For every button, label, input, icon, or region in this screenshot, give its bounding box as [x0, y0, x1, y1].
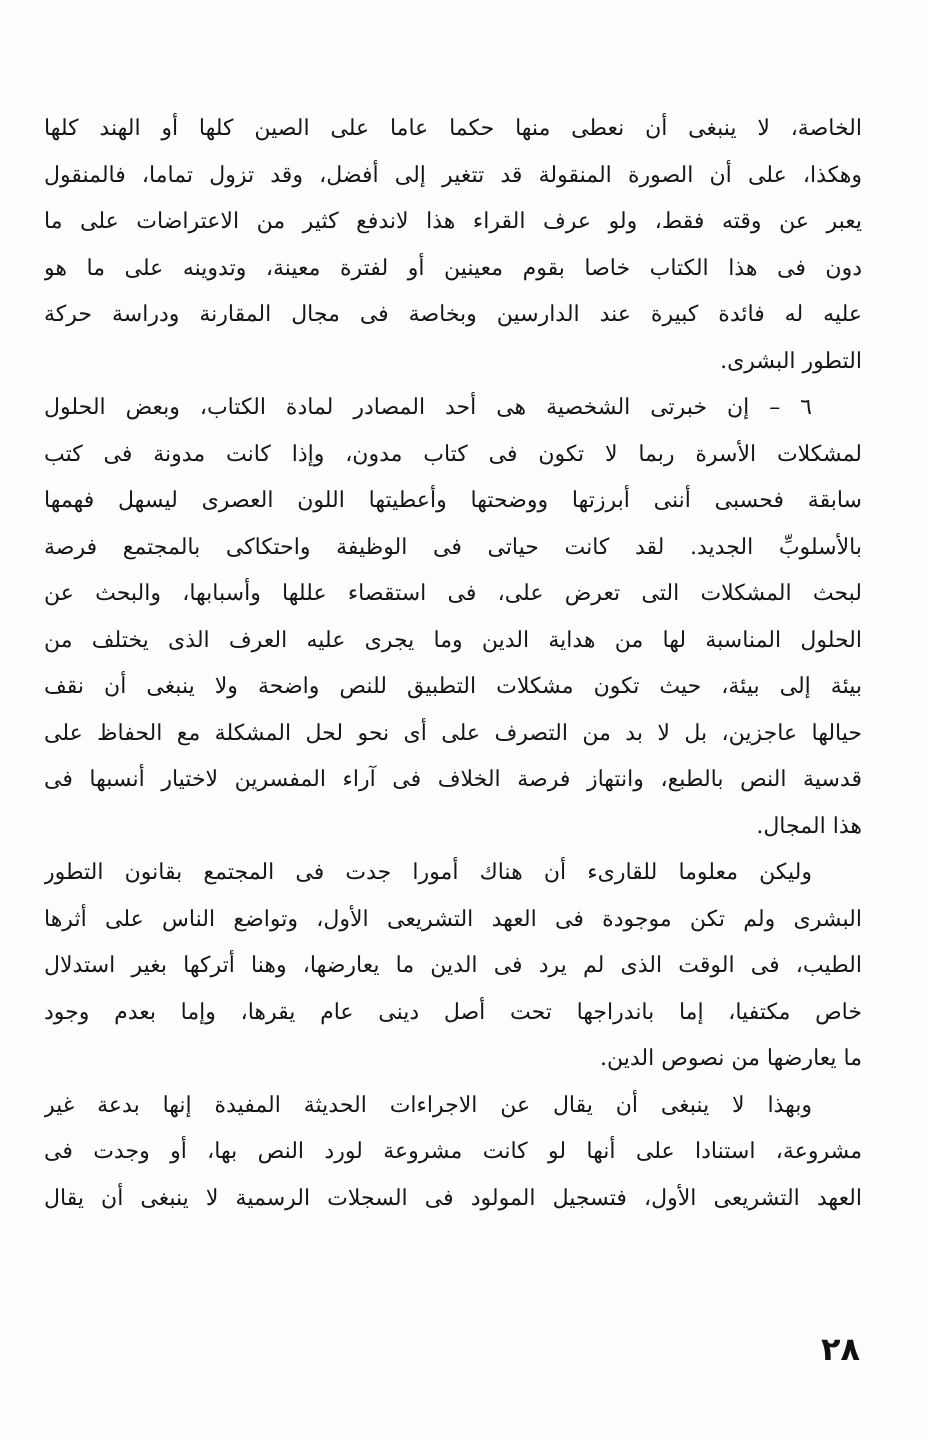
text-line: دون فى هذا الكتاب خاصا بقوم معينين أو لفترة معينة، وتدوينه على ما هو [44, 255, 862, 281]
text-line: لمشكلات الأسرة ربما لا تكون فى كتاب مدون، وإذا كانت مدونة فى كتب [44, 441, 862, 467]
text-line: عليه له فائدة كبيرة عند الدارسين وبخاصة فى مجال المقارنة ودراسة حركة [44, 302, 862, 327]
text-line: الطيب، فى الوقت الذى لم يرد فى الدين ما يعارضها، وهنا أتركها بغير استدلال [44, 953, 862, 978]
text-line: الحلول المناسبة لها من هداية الدين وما يجرى عليه العرف الذى يختلف من [44, 627, 862, 653]
text-line: سابقة فحسبى أننى أبرزتها ووضحتها وأعطيتها اللون العصرى ليسهل فهمها [44, 488, 862, 513]
text-line: مشروعة، استنادا على أنها لو كانت مشروعة لورد النص بها، أو وجدت فى [44, 1139, 862, 1164]
paragraph-continuation [44, 106, 862, 385]
text-line: التطور البشرى. [720, 348, 862, 374]
paragraph-human-development [44, 850, 862, 1083]
text-line: ٦ – إن خبرتى الشخصية هى أحد المصادر لمادة الكتاب، وبعض الحلول [44, 395, 812, 420]
text-line: خاص مكتفيا، إما باندراجها تحت أصل دينى عام يقرها، وإما بعدم وجود [44, 999, 862, 1025]
text-line: وهكذا، على أن الصورة المنقولة قد تتغير إلى أفضل، وقد تزول تماما، فالمنقول [44, 162, 862, 188]
text-line: يعبر عن وقته فقط، ولو عرف القراء هذا لاندفع كثير من الاعتراضات على ما [44, 209, 862, 234]
text-line: لبحث المشكلات التى تعرض على، فى استقصاء عللها وأسبابها، والبحث عن [44, 581, 862, 606]
text-line: الخاصة، لا ينبغى أن نعطى منها حكما عاما على الصين كلها أو الهند كلها [44, 116, 862, 141]
text-line: ما يعارضها من نصوص الدين. [600, 1046, 862, 1071]
text-line: بيئة إلى بيئة، حيث تكون مشكلات التطبيق للنص واضحة ولا ينبغى أن نقف [44, 674, 862, 699]
text-line: قدسية النص بالطبع، وانتهاز فرصة الخلاف فى آراء المفسرين لاختيار أنسبها فى [44, 767, 862, 792]
page-number: ٢٨ [820, 1330, 860, 1368]
text-line: هذا المجال. [756, 813, 862, 839]
text-line: وبهذا لا ينبغى أن يقال عن الاجراءات الحديثة المفيدة إنها بدعة غير [44, 1092, 812, 1118]
text-line: العهد التشريعى الأول، فتسجيل المولود فى السجلات الرسمية لا ينبغى أن يقال [44, 1185, 862, 1211]
body-text [44, 106, 862, 1222]
text-line: بالأسلوبِّ الجديد. لقد كانت حياتى فى الوظيفة واحتكاكى بالمجتمع فرصة [44, 534, 862, 560]
paragraph-personal-experience [44, 385, 862, 850]
text-line: وليكن معلوما للقارىء أن هناك أمورا جدت فى المجتمع بقانون التطور [44, 860, 812, 885]
text-line: حيالها عاجزين، بل لا بد من التصرف على أى نحو لحل المشكلة مع الحفاظ على [44, 720, 862, 746]
text-line: البشرى ولم تكن موجودة فى العهد التشريعى الأول، وتواضع الناس على أثرها [44, 906, 862, 932]
paragraph-modern-procedures [44, 1083, 862, 1223]
